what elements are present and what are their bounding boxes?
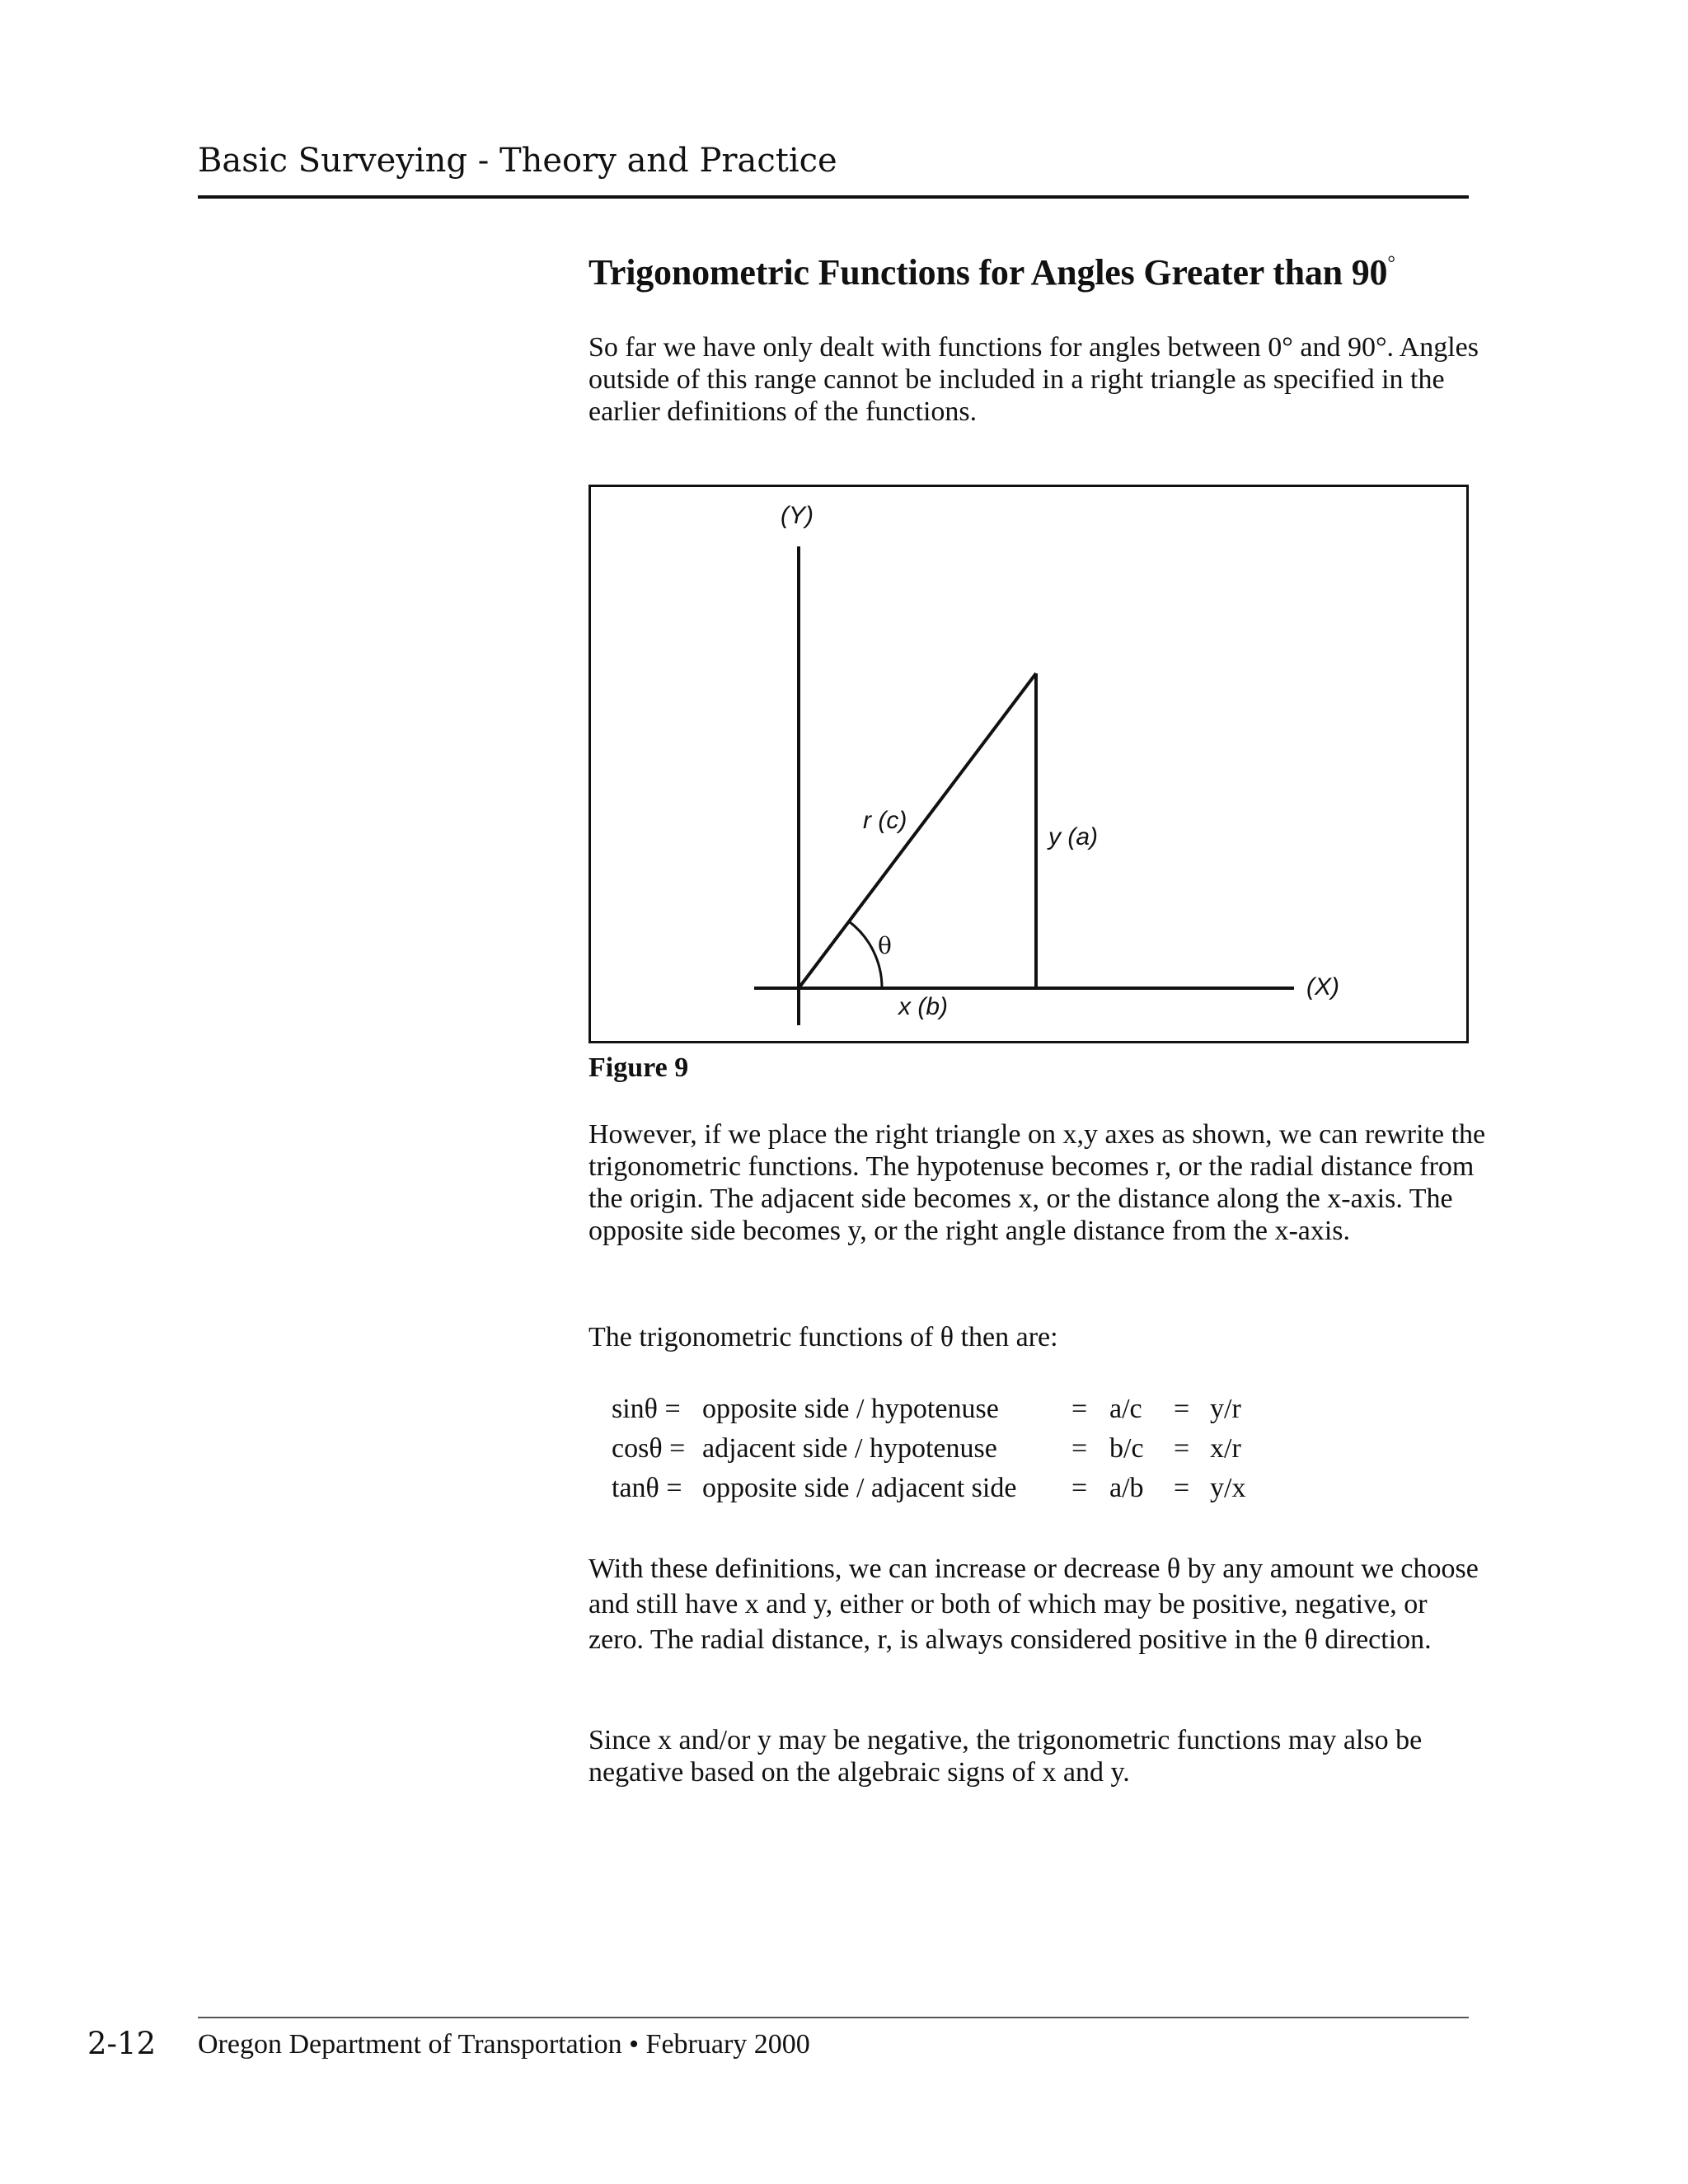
- formula-equals: =: [1071, 1394, 1088, 1424]
- hypotenuse-line: [799, 673, 1036, 988]
- x-axis-label: (X): [1306, 973, 1339, 1001]
- formula-ratio-letters: b/c: [1109, 1433, 1144, 1464]
- section-title-text: Trigonometric Functions for Angles Greater than 90: [588, 252, 1388, 293]
- degree-symbol: °: [1387, 253, 1395, 274]
- footer-text: Oregon Department of Transportation • February 2000: [198, 2029, 810, 2060]
- paragraph-signs: Since x and/or y may be negative, the trigonometric functions may also be negative based on the algebraic signs of x and y.: [588, 1725, 1423, 1788]
- formula-ratio-letters: a/c: [1109, 1394, 1142, 1424]
- formula-definition: opposite side / hypotenuse: [702, 1394, 999, 1424]
- formula-func: cosθ =: [612, 1433, 686, 1464]
- paragraph-axes: However, if we place the right triangle on x,y axes as shown, we can rewrite the trigonometric functions. The hypotenuse becomes r, or the radial distance from the origin. The adjacent side becomes x, or the distance along the x-axis. The opposite side becomes y, or the right angle distance from the x-axis.: [588, 1119, 1486, 1246]
- hypotenuse-label: r (c): [863, 807, 907, 834]
- formula-equals: =: [1071, 1473, 1088, 1503]
- formula-ratio-xy: y/r: [1210, 1394, 1241, 1424]
- formula-definition: adjacent side / hypotenuse: [702, 1433, 997, 1464]
- section-title: [588, 251, 1395, 293]
- theta-label: θ: [878, 932, 892, 959]
- formula-equals: =: [1071, 1433, 1088, 1464]
- formula-equals: =: [1174, 1473, 1190, 1503]
- intro-paragraph: So far we have only dealt with functions for angles between 0° and 90°. Angles outside of this range cannot be included in a right triangle as specified in the earlier definitions of the functions.: [588, 332, 1479, 427]
- paragraph-definitions: With these definitions, we can increase or decrease θ by any amount we choose and still have x and y, either or both of which may be positive, negative, or zero. The radial distance, r, is always considered positive in the θ direction.: [588, 1554, 1479, 1655]
- formula-ratio-letters: a/b: [1109, 1473, 1144, 1503]
- formula-definition: opposite side / adjacent side: [702, 1473, 1017, 1503]
- angle-arc: [849, 921, 882, 988]
- formula-ratio-xy: y/x: [1210, 1473, 1246, 1503]
- header-rule: [198, 195, 1469, 199]
- figure-diagram: [591, 487, 1471, 1046]
- formula-ratio-xy: x/r: [1210, 1433, 1241, 1464]
- formula-func: sinθ =: [612, 1394, 681, 1424]
- footer-rule: [198, 2017, 1469, 2018]
- formula-func: tanθ =: [612, 1473, 682, 1503]
- formula-equals: =: [1174, 1433, 1190, 1464]
- page-number: 2-12: [87, 2026, 157, 2061]
- running-header: Basic Surveying - Theory and Practice: [198, 142, 837, 180]
- adjacent-label: x (b): [898, 993, 948, 1020]
- paragraph-functions-intro: The trigonometric functions of θ then are:: [588, 1322, 1058, 1352]
- formula-equals: =: [1174, 1394, 1190, 1424]
- y-axis-label: (Y): [781, 502, 814, 529]
- figure-9: [588, 485, 1469, 1043]
- figure-caption: Figure 9: [588, 1052, 689, 1083]
- opposite-label: y (a): [1048, 823, 1098, 851]
